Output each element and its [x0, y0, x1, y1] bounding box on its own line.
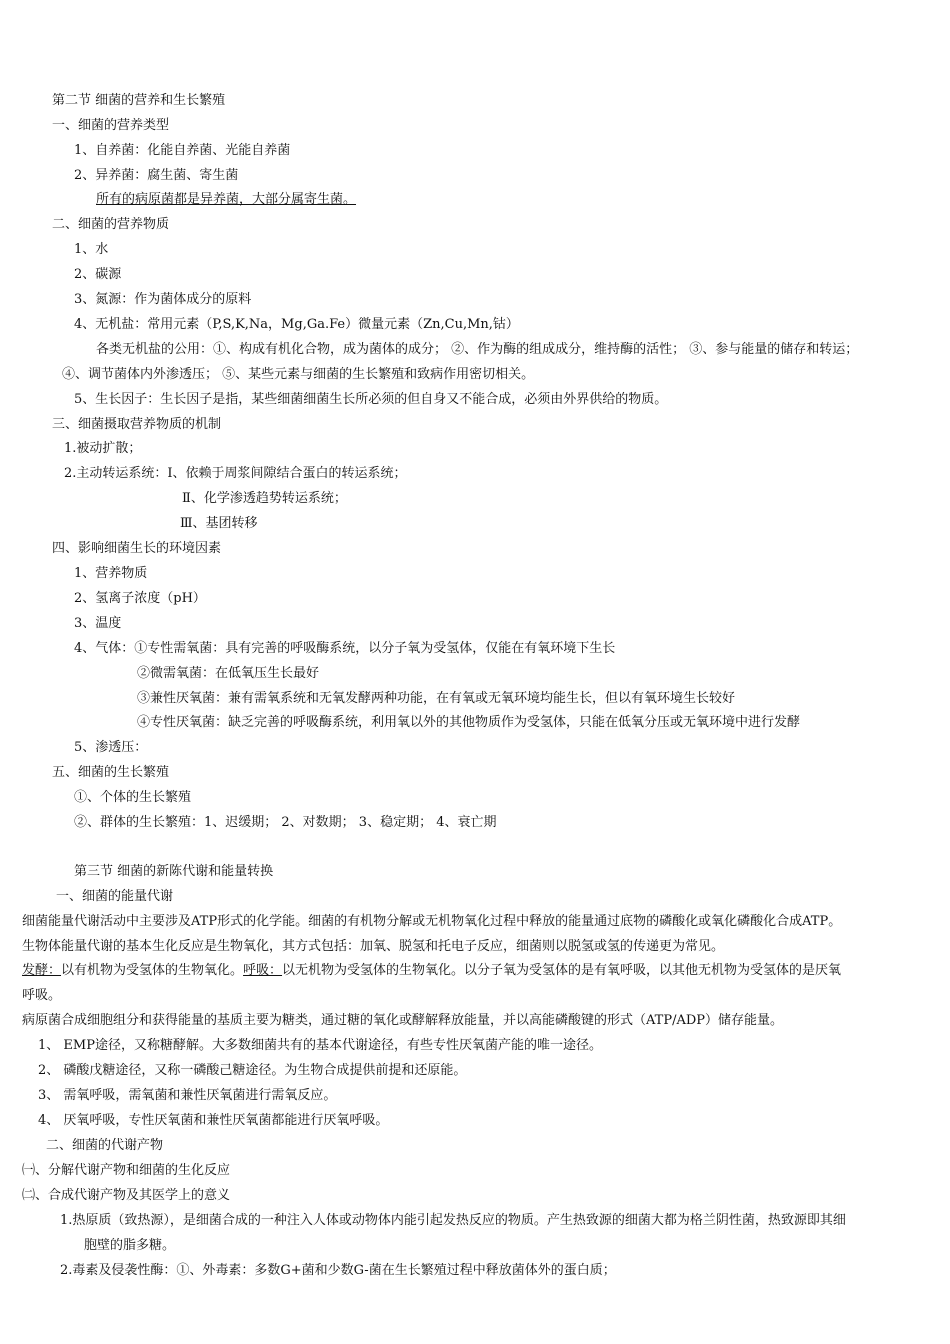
list-item: 1.被动扩散；: [64, 441, 142, 456]
heading-uptake-mechanism: 三、细菌摄取营养物质的机制: [52, 417, 222, 432]
list-item: 4、气体：①专性需氧菌：具有完善的呼吸酶系统，以分子氧为受氢体，仅能在有氧环境下生长: [74, 641, 616, 656]
term-respiration: 呼吸：: [243, 963, 283, 978]
paragraph-line: [22, 963, 841, 979]
list-item: 5、生长因子：生长因子是指，某些细菌细菌生长所必须的但自身又不能合成，必须由外界供给的物质。: [74, 392, 668, 407]
heading-nutrition-types: 一、细菌的营养类型: [52, 118, 170, 133]
list-item: 4、 厌氧呼吸，专性厌氧菌和兼性厌氧菌都能进行厌氧呼吸。: [38, 1113, 389, 1128]
list-item: 3、氮源：作为菌体成分的原料: [74, 292, 252, 307]
subheading: ㈡、合成代谢产物及其医学上的意义: [22, 1188, 231, 1203]
list-item: 4、无机盐：常用元素（P,S,K,Na，Mg,Ga.Fe）微量元素（Zn,Cu,Mn,钴）: [74, 317, 519, 332]
list-item: 1.热原质（致热源），是细菌合成的一种注入人体或动物体内能引起发热反应的物质。产生热致源的细菌大都为格兰阴性菌，热致源即其细: [60, 1213, 846, 1228]
paragraph-line: 胞壁的脂多糖。: [84, 1238, 176, 1253]
heading-metabolic-products: 二、细菌的代谢产物: [46, 1138, 164, 1153]
section-3-title: 第三节 细菌的新陈代谢和能量转换: [74, 864, 274, 879]
list-item: ②微需氧菌：在低氧压生长最好: [137, 666, 320, 681]
list-item: 2、碳源: [74, 267, 122, 282]
definition-text: 以无机物为受氢体的生物氧化。以分子氧为受氢体的是有氧呼吸，以其他无机物为受氢体的是厌氧: [282, 963, 842, 978]
list-item: 2.毒素及侵袭性酶：①、外毒素：多数G+菌和少数G-菌在生长繁殖过程中释放菌体外的蛋白质；: [60, 1263, 616, 1278]
list-item: ①、个体的生长繁殖: [74, 790, 192, 805]
paragraph-line: 生物体能量代谢的基本生化反应是生物氧化，其方式包括：加氧、脱氢和托电子反应，细菌则以脱氢或氢的传递更为常见。: [22, 939, 725, 954]
list-item: 3、 需氧呼吸，需氧菌和兼性厌氧菌进行需氧反应。: [38, 1088, 337, 1103]
paragraph-line: 细菌能量代谢活动中主要涉及ATP形式的化学能。细菌的有机物分解或无机物氧化过程中释放的能量通过底物的磷酸化或氧化磷酸化合成ATP。: [22, 914, 842, 929]
list-item: 2、 磷酸戊糖途径，又称一磷酸己糖途径。为生物合成提供前提和还原能。: [38, 1063, 467, 1078]
section-2-title: 第二节 细菌的营养和生长繁殖: [52, 93, 226, 108]
term-fermentation: 发酵：: [22, 963, 62, 978]
heading-nutrients: 二、细菌的营养物质: [52, 217, 170, 232]
list-item: 1、营养物质: [74, 566, 148, 581]
list-item: 1、 EMP途径，又称糖酵解。大多数细菌共有的基本代谢途径，有些专性厌氧菌产能的唯一途径。: [38, 1038, 602, 1053]
list-item: 5、渗透压：: [74, 740, 148, 755]
paragraph-line: ④、调节菌体内外渗透压； ⑤、某些元素与细菌的生长繁殖和致病作用密切相关。: [62, 367, 535, 382]
definition-text: 以有机物为受氢体的生物氧化。: [61, 963, 244, 978]
list-item: 3、温度: [74, 616, 122, 631]
list-item: 2、氢离子浓度（pH）: [74, 591, 206, 606]
list-item: 1、自养菌：化能自养菌、光能自养菌: [74, 143, 291, 158]
list-item: 1、水: [74, 242, 109, 257]
list-item: ④专性厌氧菌：缺乏完善的呼吸酶系统，利用氧以外的其他物质作为受氢体，只能在低氧分压或无氧环境中进行发酵: [137, 715, 801, 730]
list-item: Ⅱ、化学渗透趋势转运系统；: [182, 491, 347, 506]
list-item: 2.主动转运系统：Ⅰ、依赖于周浆间隙结合蛋白的转运系统；: [64, 466, 407, 481]
heading-environment-factors: 四、影响细菌生长的环境因素: [52, 541, 222, 556]
underlined-note: 所有的病原菌都是异养菌，大部分属寄生菌。: [96, 192, 357, 207]
heading-growth: 五、细菌的生长繁殖: [52, 765, 170, 780]
list-item: ③兼性厌氧菌：兼有需氧系统和无氧发酵两种功能，在有氧或无氧环境均能生长，但以有氧环境生长较好: [137, 691, 736, 706]
heading-energy-metabolism: 一、细菌的能量代谢: [56, 889, 174, 904]
paragraph-line: 呼吸。: [22, 988, 62, 1003]
paragraph-line: 各类无机盐的公用：①、构成有机化合物，成为菌体的成分； ②、作为酶的组成成分，维持酶的活性； ③、参与能量的储存和转运；: [96, 342, 859, 357]
subheading: ㈠、分解代谢产物和细菌的生化反应: [22, 1163, 231, 1178]
list-item: Ⅲ、基团转移: [180, 516, 258, 531]
list-item: ②、群体的生长繁殖：1、迟缓期； 2、对数期； 3、稳定期； 4、衰亡期: [74, 815, 497, 830]
list-item: 2、异养菌：腐生菌、寄生菌: [74, 168, 239, 183]
paragraph-line: 病原菌合成细胞组分和获得能量的基质主要为糖类，通过糖的氧化或酵解释放能量，并以高能磷酸键的形式（ATP/ADP）储存能量。: [22, 1013, 784, 1028]
